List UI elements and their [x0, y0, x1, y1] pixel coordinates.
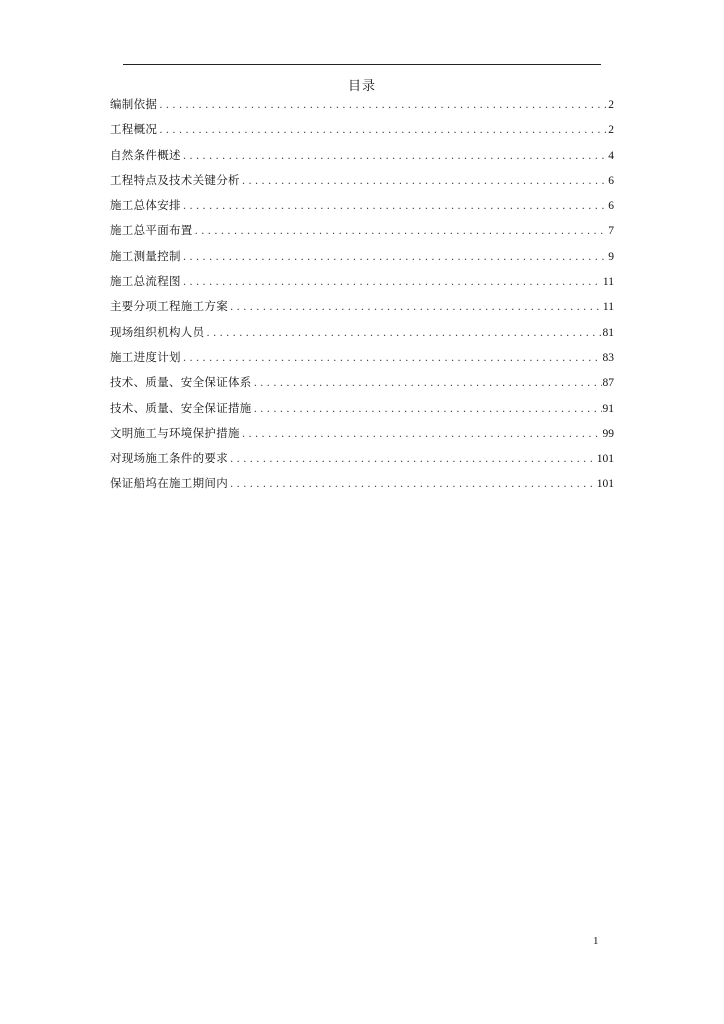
toc-entry-label: 施工测量控制 — [110, 248, 181, 263]
toc-dot-leader — [230, 295, 602, 320]
toc-entry-label: 文明施工与环境保护措施 — [110, 425, 240, 440]
toc-entry-label: 工程概况 — [110, 122, 158, 137]
toc-entry-label: 施工总流程图 — [110, 274, 181, 289]
toc-entry-label: 主要分项工程施工方案 — [110, 299, 228, 314]
toc-entry-page: 2 — [608, 124, 614, 137]
toc-dot-leader — [206, 321, 601, 346]
toc-entry-label: 施工进度计划 — [110, 349, 181, 364]
toc-entry-page: 91 — [602, 402, 614, 415]
toc-dot-leader — [230, 447, 596, 472]
toc-entry[interactable] — [110, 168, 614, 193]
toc-dot-leader — [159, 93, 607, 118]
toc-entry[interactable] — [110, 117, 614, 142]
toc-entry-page: 99 — [602, 427, 614, 440]
toc-entry-page: 101 — [596, 453, 614, 466]
toc-entry[interactable] — [110, 269, 614, 294]
toc-entry-page: 4 — [608, 149, 614, 162]
toc-dot-leader — [183, 245, 607, 270]
page-number: 1 — [593, 935, 599, 947]
toc-dot-leader — [183, 194, 607, 219]
toc-entry-label: 施工总平面布置 — [110, 223, 193, 238]
toc-entry-label: 保证船坞在施工期间内 — [110, 476, 228, 491]
toc-entry-label: 自然条件概述 — [110, 147, 181, 162]
toc-dot-leader — [183, 346, 602, 371]
toc-entry[interactable] — [110, 446, 614, 471]
toc-entry-page: 6 — [608, 200, 614, 213]
toc-entry-page: 2 — [608, 99, 614, 111]
toc-entry[interactable] — [110, 92, 614, 117]
table-of-contents — [110, 92, 614, 497]
toc-entry[interactable] — [110, 320, 614, 345]
toc-entry-label: 编制依据 — [110, 97, 158, 111]
toc-entry-page: 11 — [602, 301, 614, 314]
toc-entry[interactable] — [110, 396, 614, 421]
toc-entry[interactable] — [110, 421, 614, 446]
toc-entry-page: 11 — [602, 276, 614, 289]
toc-dot-leader — [254, 371, 602, 396]
toc-entry-page: 83 — [602, 351, 614, 364]
toc-dot-leader — [242, 169, 607, 194]
toc-entry-label: 施工总体安排 — [110, 198, 181, 213]
toc-entry-label: 对现场施工条件的要求 — [110, 451, 228, 466]
toc-entry[interactable] — [110, 193, 614, 218]
toc-entry[interactable] — [110, 143, 614, 168]
toc-dot-leader — [183, 144, 607, 169]
toc-entry[interactable] — [110, 218, 614, 243]
toc-entry-label: 技术、质量、安全保证体系 — [110, 375, 252, 390]
toc-entry-page: 9 — [608, 250, 614, 263]
toc-entry-label: 工程特点及技术关键分析 — [110, 172, 240, 187]
toc-dot-leader — [183, 270, 602, 295]
toc-entry[interactable] — [110, 244, 614, 269]
toc-entry-label: 现场组织机构人员 — [110, 324, 205, 339]
toc-dot-leader — [254, 397, 602, 422]
header-rule — [123, 64, 601, 65]
toc-entry-page: 6 — [608, 174, 614, 187]
toc-entry[interactable] — [110, 345, 614, 370]
toc-dot-leader — [195, 219, 608, 244]
toc-entry[interactable] — [110, 294, 614, 319]
toc-entry-page: 101 — [596, 478, 614, 491]
toc-entry-page: 81 — [602, 326, 614, 339]
toc-dot-leader — [230, 472, 596, 497]
toc-entry[interactable] — [110, 471, 614, 496]
toc-dot-leader — [159, 118, 607, 143]
toc-entry-label: 技术、质量、安全保证措施 — [110, 400, 252, 415]
toc-title: 目录 — [347, 79, 376, 94]
toc-entry-page: 7 — [608, 225, 614, 238]
toc-entry-page: 87 — [602, 377, 614, 390]
toc-dot-leader — [242, 422, 602, 447]
toc-entry[interactable] — [110, 370, 614, 395]
